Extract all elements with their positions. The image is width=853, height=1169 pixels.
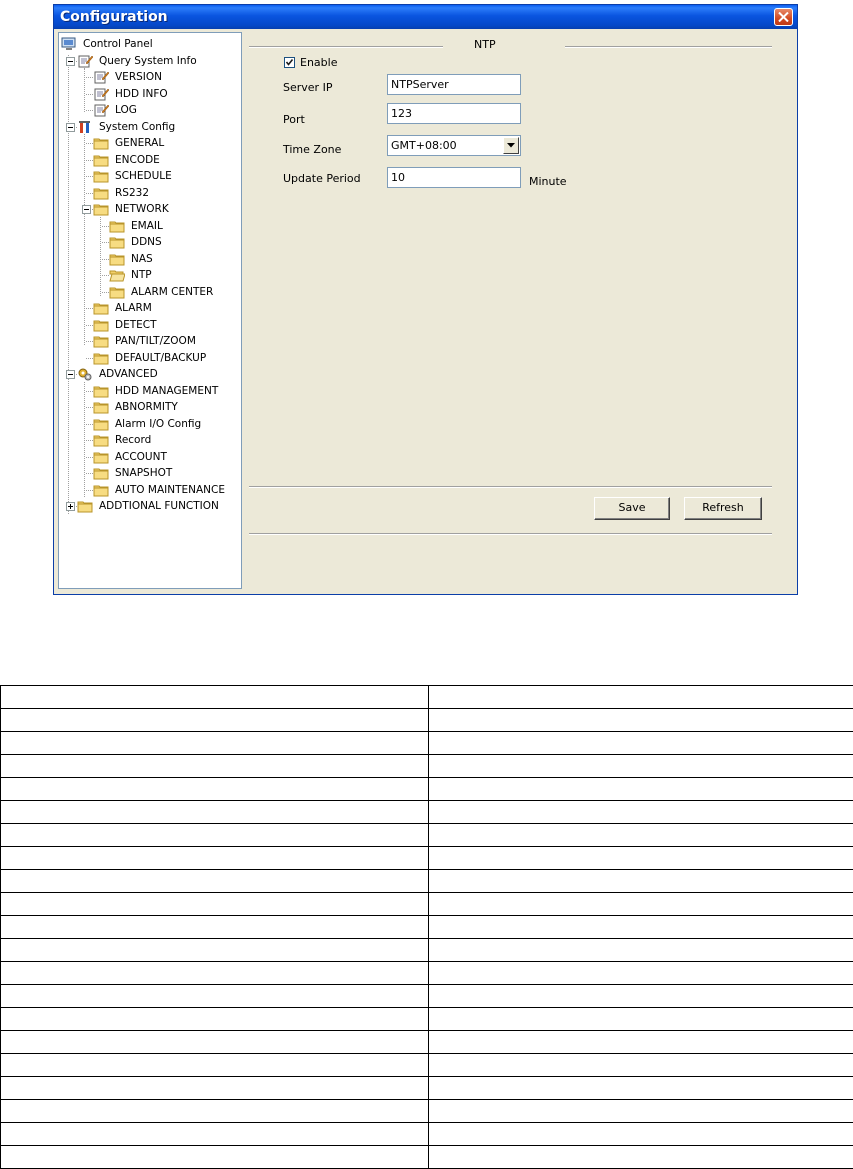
table-cell [1,962,429,985]
table-cell [1,1123,429,1146]
table-row [1,870,853,893]
enable-checkbox[interactable] [284,57,295,68]
table-cell [429,916,853,939]
table-cell [1,1054,429,1077]
checkmark-icon [285,58,294,67]
table-row [1,1008,853,1031]
table-cell [429,847,853,870]
close-icon [778,12,789,22]
tree-item-label: ACCOUNT [113,449,169,465]
update-period-unit: Minute [529,175,567,188]
table-cell [429,778,853,801]
table-row [1,847,853,870]
tree-item-label: SNAPSHOT [113,465,174,481]
refresh-button[interactable]: Refresh [684,497,762,520]
tree-item-label: ALARM [113,300,154,316]
table-cell [429,893,853,916]
chevron-down-icon [507,143,515,148]
table-cell [1,824,429,847]
tree-item-label: NETWORK [113,201,171,217]
update-period-input[interactable]: 10 [387,167,521,188]
tree-item-label: HDD INFO [113,86,170,102]
table-cell [1,778,429,801]
port-label: Port [283,113,305,126]
empty-table [0,685,853,1169]
enable-label: Enable [300,56,337,69]
server-ip-input[interactable]: NTPServer [387,74,521,95]
folder-icon [93,400,109,414]
table-row [1,778,853,801]
table-cell [429,1031,853,1054]
time-zone-dropdown-button[interactable] [503,137,519,154]
notepad-icon [93,103,109,117]
folder-icon [109,285,125,299]
table-row [1,1054,853,1077]
folder-icon [93,169,109,183]
tree-item-label: ADDTIONAL FUNCTION [97,498,221,514]
table-cell [429,1100,853,1123]
folder-icon [93,417,109,431]
time-zone-label: Time Zone [283,143,341,156]
folder-open-icon [109,268,125,282]
folder-icon [93,186,109,200]
table-cell [1,939,429,962]
tree-item-label: AUTO MAINTENANCE [113,482,227,498]
table-row [1,755,853,778]
tree-item-label: Control Panel [81,36,155,52]
table-row [1,709,853,732]
table-row [1,1123,853,1146]
monitor-icon [61,37,77,51]
folder-icon [109,219,125,233]
tree-item-label: RS232 [113,185,151,201]
folder-icon [93,334,109,348]
tree-item-label: System Config [97,119,177,135]
table-row [1,801,853,824]
table-cell [1,686,429,709]
table-cell [1,1008,429,1031]
folder-icon [93,202,109,216]
table-cell [429,870,853,893]
table-cell [1,1077,429,1100]
table-row [1,824,853,847]
tree-item-label: PAN/TILT/ZOOM [113,333,198,349]
table-cell [429,732,853,755]
collapse-icon[interactable] [66,57,75,66]
table-cell [429,1146,853,1169]
configuration-window [53,4,798,595]
table-cell [429,801,853,824]
tree-item-label: NAS [129,251,155,267]
collapse-icon[interactable] [82,205,91,214]
tree-item-label: Alarm I/O Config [113,416,203,432]
collapse-icon[interactable] [66,123,75,132]
table-row [1,916,853,939]
table-cell [429,939,853,962]
expand-icon[interactable] [66,502,75,511]
tree-item-label: DETECT [113,317,159,333]
table-cell [1,1031,429,1054]
table-cell [429,962,853,985]
table-row [1,1077,853,1100]
tree-item-label: ALARM CENTER [129,284,215,300]
notepad-icon [93,87,109,101]
tree-item-label: ENCODE [113,152,162,168]
table-row [1,1031,853,1054]
table-cell [1,1146,429,1169]
folder-icon [93,301,109,315]
folder-icon [93,136,109,150]
collapse-icon[interactable] [66,370,75,379]
table-cell [429,1077,853,1100]
folder-icon [93,483,109,497]
tools-icon [77,120,93,134]
window-title: Configuration [60,9,168,25]
time-zone-select[interactable] [387,135,521,156]
table-row [1,1146,853,1169]
config-tree[interactable] [58,32,242,589]
table-cell [1,755,429,778]
tree-item-label: NTP [129,267,154,283]
folder-icon [93,450,109,464]
table-cell [429,755,853,778]
folder-icon [109,235,125,249]
table-row [1,939,853,962]
table-cell [1,1100,429,1123]
tree-item-label: Query System Info [97,53,199,69]
table-cell [1,801,429,824]
folder-icon [93,318,109,332]
save-button[interactable]: Save [594,497,670,520]
tree-item-label: ABNORMITY [113,399,180,415]
tree-item-label: DDNS [129,234,164,250]
notepad-icon [77,54,93,68]
ntp-group-title: NTP [474,38,496,51]
table-row [1,686,853,709]
close-button[interactable] [774,8,793,26]
table-cell [1,709,429,732]
tree-item-label: LOG [113,102,139,118]
table-cell [429,1123,853,1146]
folder-icon [93,384,109,398]
table-cell [429,1054,853,1077]
folder-icon [93,433,109,447]
tree-item-label: EMAIL [129,218,165,234]
table-row [1,962,853,985]
table-cell [1,732,429,755]
table-row [1,985,853,1008]
tree-item-label: HDD MANAGEMENT [113,383,220,399]
table-cell [429,824,853,847]
tree-item-label: SCHEDULE [113,168,174,184]
tree-item-label: VERSION [113,69,164,85]
table-cell [1,847,429,870]
table-row [1,1100,853,1123]
tree-item-label: Record [113,432,153,448]
table-cell [429,686,853,709]
table-cell [429,709,853,732]
folder-icon [93,351,109,365]
folder-icon [93,466,109,480]
table-cell [1,985,429,1008]
table-cell [429,985,853,1008]
tree-item-label: GENERAL [113,135,166,151]
table-cell [1,893,429,916]
notepad-icon [93,70,109,84]
table-row [1,893,853,916]
time-zone-value: GMT+08:00 [391,139,457,152]
table-row [1,732,853,755]
folder-icon [109,252,125,266]
folder-icon [77,499,93,513]
table-cell [1,870,429,893]
folder-icon [93,153,109,167]
tree-item-label: DEFAULT/BACKUP [113,350,208,366]
tree-item-label: ADVANCED [97,366,160,382]
title-bar[interactable] [54,5,797,29]
table-cell [429,1008,853,1031]
update-period-label: Update Period [283,172,361,185]
gears-icon [77,367,93,381]
port-input[interactable]: 123 [387,103,521,124]
table-cell [1,916,429,939]
server-ip-label: Server IP [283,81,332,94]
